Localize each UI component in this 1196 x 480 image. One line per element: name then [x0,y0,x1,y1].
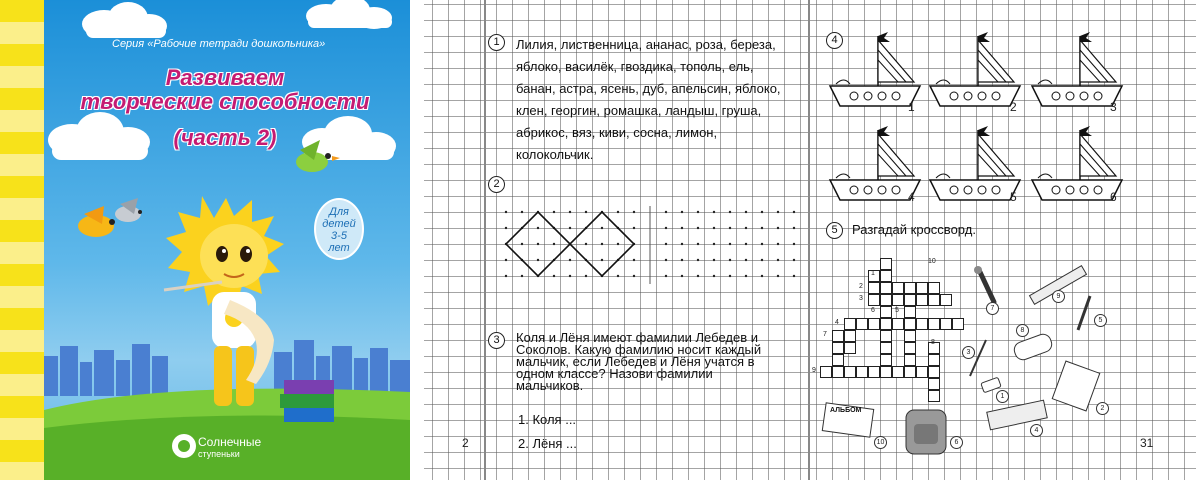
cover-title-line1: Развиваем [165,65,285,90]
task1-text: Лилия, лиственница, ананас, роза, береза, яблоко, василёк, гвоздика, тополь, ель, банан, астра, ясень, дуб, апельсин, яблоко, клен, георгин, ромашка, ландыш, груша, абрикос, вяз, киви, сосна, лимон, колокольчик. [516,37,781,162]
sun-character [164,196,284,406]
page-number-left: 2 [462,436,469,450]
cover-stripes [0,0,44,480]
boat-label-1: 1 [908,100,915,114]
task-number-4: 4 [826,32,843,49]
task-number-3: 3 [488,332,505,349]
notebook-icon [1052,361,1100,411]
series-label: Серия «Рабочие тетради дошкольника» [112,38,326,50]
age-badge: Для детей 3-5 лет [314,198,364,260]
pencil-case-icon [1012,332,1054,362]
pic-label-8: 8 [1016,324,1029,337]
cw-number-1: 1 [871,270,875,277]
brush-icon [970,340,986,376]
task-number-5: 5 [826,222,843,239]
pic-label-9: 9 [1052,290,1065,303]
pic-label-5: 5 [1094,314,1107,327]
page-number-right: 31 [1140,436,1154,450]
backpack-icon [906,410,946,454]
answer-kolya: 1. Коля ... [518,412,577,427]
pattern-sample [506,212,634,276]
boat-2 [930,32,1020,106]
pencil-icon [1078,296,1090,330]
cover-title-part: (часть 2) [173,125,277,150]
cover-title-line2: творческие способности [80,89,370,114]
boat-3 [1032,32,1122,106]
boat-label-3: 3 [1110,100,1117,114]
pic-label-2: 2 [1096,402,1109,415]
cloud-top-right [306,0,392,29]
books [280,380,334,422]
cw-number-4: 4 [835,319,839,326]
publisher-logo [172,434,196,458]
cloud-top-left [82,2,167,38]
task5-text: Разгадай кроссворд. [852,222,976,237]
task-number-1: 1 [488,34,505,51]
boat-1 [830,32,920,106]
answer-lyonya: 2. Лёня ... [518,436,577,451]
cw-number-8: 8 [931,339,935,346]
pic-label-10: 10 [874,436,887,449]
cw-number-2: 2 [859,283,863,290]
cw-number-7: 7 [823,331,827,338]
boat-label-6: 6 [1110,190,1117,204]
boat-5 [930,126,1020,200]
boats-figure [826,30,1126,210]
boat-label-2: 2 [1010,100,1017,114]
pen-icon [974,266,994,302]
boat-6 [1032,126,1122,200]
dot-pattern-task [500,206,800,286]
book-cover [0,0,410,480]
task3-text: Коля и Лёня имеют фамилии Лебедев и Соколов. Какую фамилию носит каждый мальчик, если Лебедев и Лёня учатся в одном классе? Назови фамилии мальчиков. [516,330,762,393]
cw-number-5: 5 [895,307,899,314]
boat-label-4: 4 [908,190,915,204]
pic-label-1: 1 [996,390,1009,403]
crossword-pictures [810,250,1110,460]
cw-number-9: 9 [812,367,816,374]
pic-label-7: 7 [986,302,999,315]
cw-number-3: 3 [859,295,863,302]
boat-4 [830,126,920,200]
pic-label-6: 6 [950,436,963,449]
cw-number-10: 10 [928,258,936,265]
album-label: АЛЬБОМ [830,407,862,414]
pic-label-4: 4 [1030,424,1043,437]
boat-label-5: 5 [1010,190,1017,204]
cw-number-6: 6 [871,307,875,314]
pic-label-3: 3 [962,346,975,359]
task-number-2: 2 [488,176,505,193]
bird-yellow [78,206,115,237]
left-margin-line [484,0,486,480]
bird-grey [115,198,142,222]
publisher-name: Солнечные ступеньки [198,435,262,459]
